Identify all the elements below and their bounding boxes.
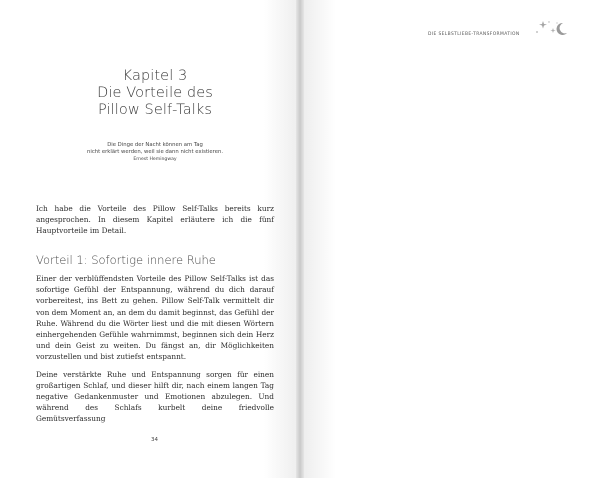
epigraph	[70, 142, 240, 164]
intro-text	[36, 203, 274, 243]
book-gutter	[296, 0, 304, 478]
epigraph-line: nicht erklärt werden, weil sie dann nicht existieren.	[87, 149, 223, 156]
body-text	[36, 273, 274, 431]
page-number: 34	[151, 437, 158, 443]
section-heading: Vorteil 1: Sofortige innere Ruhe	[36, 253, 216, 267]
chapter-title-line: Die Vorteile des	[97, 85, 213, 101]
chapter-title	[70, 68, 240, 119]
epigraph-author: Ernest Hemingway	[133, 157, 177, 163]
right-page	[300, 0, 600, 478]
paragraph: Deine verstärkte Ruhe und Entspannung sorgen für einen großartigen Schlaf, und dieser hilft dir, nach einem langen Tag negative Gedankenmuster und Emotionen abzulegen. Und während des Schlafs kurbelt deine friedvolle Gemütsverfassung	[36, 369, 274, 424]
running-head: DIE SELBSTLIEBE-TRANSFORMATION	[428, 32, 520, 37]
moon-stars-icon	[533, 18, 571, 40]
epigraph-line: Die Dinge der Nacht können am Tag	[107, 142, 203, 148]
chapter-title-line: Pillow Self-Talks	[97, 102, 213, 118]
chapter-number: Kapitel 3	[122, 68, 188, 84]
paragraph: Einer der verblüffendsten Vorteile des Pillow Self-Talks ist das sofortige Gefühl der Entspannung, während du dich darauf vorbereitest, ins Bett zu gehen. Pillow Self-Talk vermittelt dir von dem Moment an, an dem du damit beginnst, das Gefühl der Ruhe. Während du die Wörter liest und die mit diesen Wörtern einhergehenden Gefühle wahrnimmst, beginnen sich dein Herz und dein Geist zu weiten. Du fängst an, dir Möglichkeiten vorzustellen und bist zutiefst entspannt.	[36, 274, 275, 362]
paragraph: Ich habe die Vorteile des Pillow Self-Talks bereits kurz angesprochen. In diesem Kapitel erläutere ich die fünf Hauptvorteile im Detail.	[36, 204, 274, 236]
